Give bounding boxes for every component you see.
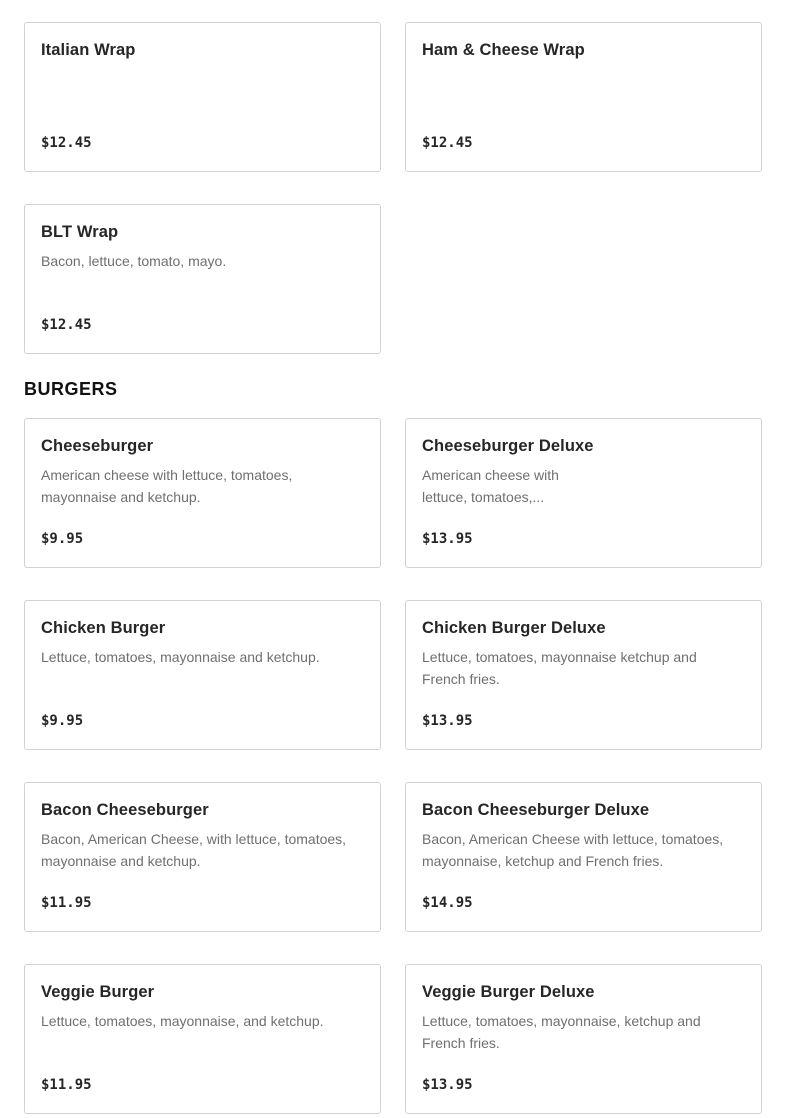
item-name: Veggie Burger Deluxe xyxy=(422,983,595,1001)
menu-item-card[interactable] xyxy=(24,600,381,750)
menu-item-card[interactable] xyxy=(405,600,762,750)
item-description: Lettuce, tomatoes, mayonnaise and ketchup. xyxy=(41,649,320,665)
item-price: $12.45 xyxy=(41,317,92,333)
menu-item-card[interactable] xyxy=(405,782,762,932)
menu-item-card[interactable] xyxy=(24,782,381,932)
item-price: $14.95 xyxy=(422,895,473,911)
menu-item-card[interactable] xyxy=(24,964,381,1114)
item-description: American cheese with lettuce, tomatoes,... xyxy=(422,467,559,505)
item-price: $12.45 xyxy=(422,135,473,151)
item-price: $13.95 xyxy=(422,1077,473,1093)
item-price: $12.45 xyxy=(41,135,92,151)
item-name: Veggie Burger xyxy=(41,983,155,1001)
item-name: Italian Wrap xyxy=(41,41,136,59)
item-price: $9.95 xyxy=(41,713,84,729)
item-price: $13.95 xyxy=(422,713,473,729)
item-name: BLT Wrap xyxy=(41,223,119,241)
item-name: Bacon Cheeseburger Deluxe xyxy=(422,801,650,819)
item-name: Cheeseburger xyxy=(41,437,154,455)
item-price: $13.95 xyxy=(422,531,473,547)
menu-item-card[interactable] xyxy=(24,204,381,354)
menu-item-card[interactable] xyxy=(24,418,381,568)
item-name: Chicken Burger xyxy=(41,619,166,637)
item-name: Cheeseburger Deluxe xyxy=(422,437,594,455)
item-description: Lettuce, tomatoes, mayonnaise, and ketchup. xyxy=(41,1013,324,1029)
item-name: Ham & Cheese Wrap xyxy=(422,41,585,59)
item-description: Bacon, American Cheese, with lettuce, tomatoes, mayonnaise and ketchup. xyxy=(41,831,347,869)
item-description: Lettuce, tomatoes, mayonnaise, ketchup and French fries. xyxy=(422,1013,701,1051)
item-description: Lettuce, tomatoes, mayonnaise ketchup and French fries. xyxy=(422,649,697,687)
item-description: Bacon, American Cheese with lettuce, tomatoes, mayonnaise, ketchup and French fries. xyxy=(422,831,724,869)
item-description: Bacon, lettuce, tomato, mayo. xyxy=(41,253,227,269)
item-price: $11.95 xyxy=(41,895,92,911)
menu-item-card[interactable] xyxy=(405,418,762,568)
menu-item-card[interactable] xyxy=(405,964,762,1114)
menu-item-card[interactable] xyxy=(405,22,762,172)
item-price: $9.95 xyxy=(41,531,84,547)
item-description: American cheese with lettuce, tomatoes, mayonnaise and ketchup. xyxy=(41,467,293,505)
section-title-burgers: BURGERS xyxy=(24,379,118,399)
item-name: Chicken Burger Deluxe xyxy=(422,619,606,637)
item-name: Bacon Cheeseburger xyxy=(41,801,209,819)
item-price: $11.95 xyxy=(41,1077,92,1093)
menu-item-card[interactable] xyxy=(24,22,381,172)
